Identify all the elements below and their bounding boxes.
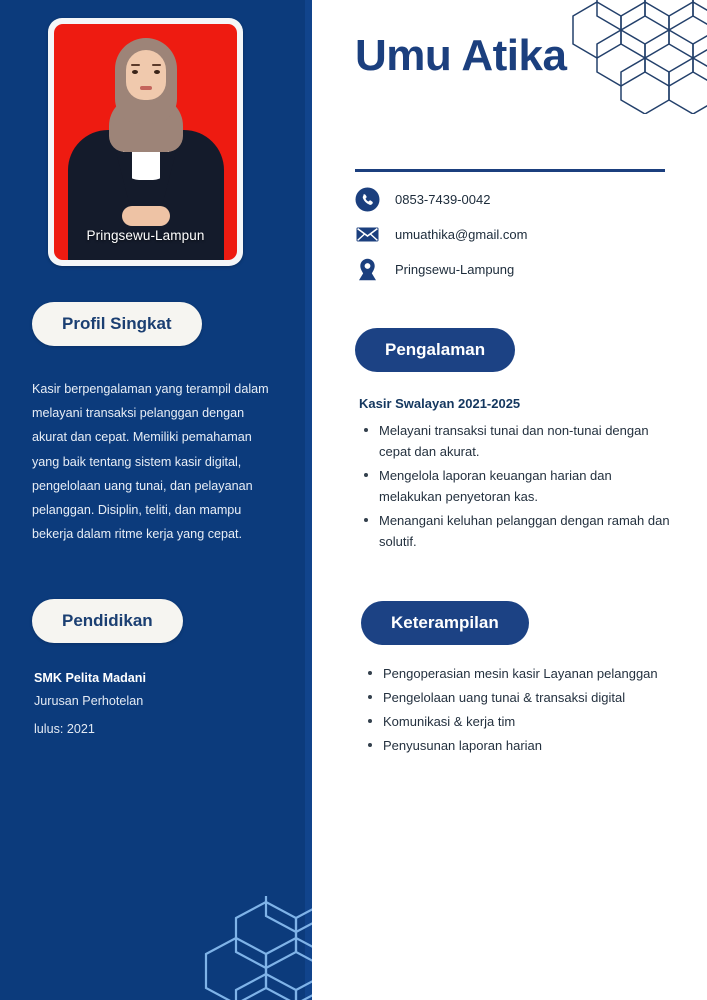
portrait-lips — [140, 86, 152, 90]
header-divider — [355, 169, 665, 172]
photo-caption: Pringsewu-Lampun — [86, 228, 205, 243]
hexagon-pattern-bottom-icon — [196, 896, 312, 1000]
contact-row-email[interactable] — [355, 221, 675, 247]
profile-heading-label: Profil Singkat — [32, 302, 202, 346]
portrait-lapel-left — [116, 152, 132, 214]
portrait-eye-right — [154, 70, 160, 74]
portrait-face — [126, 50, 166, 100]
main-column — [312, 0, 707, 1000]
page-title: Umu Atika — [355, 31, 567, 80]
portrait-brow-right — [152, 64, 161, 66]
experience-heading-label: Pengalaman — [355, 328, 515, 372]
profile-heading-pill — [32, 302, 202, 346]
contact-email-value: umuathika@gmail.com — [395, 226, 528, 242]
contact-location-value: Pringsewu-Lampung — [395, 261, 515, 277]
list-item: Pengoperasian mesin kasir Layanan pelanggan — [361, 663, 681, 684]
education-school: SMK Pelita Madani — [34, 671, 146, 685]
portrait-brow-left — [131, 64, 140, 66]
experience-entry — [357, 380, 677, 555]
skills-bullet-list — [361, 663, 681, 756]
phone-icon — [355, 187, 380, 212]
portrait-lapel-right — [160, 152, 176, 214]
education-heading-label: Pendidikan — [32, 599, 183, 643]
experience-bullet-list — [357, 420, 677, 552]
contact-phone-value: 0853-7439-0042 — [395, 191, 491, 207]
experience-heading-pill — [355, 328, 515, 372]
list-item: Menangani keluhan pelanggan dengan ramah dan solutif. — [357, 510, 677, 552]
contact-row-location[interactable] — [355, 256, 675, 282]
skills-entry — [361, 663, 681, 759]
list-item: Komunikasi & kerja tim — [361, 711, 681, 732]
education-graduation-year: lulus: 2021 — [34, 722, 95, 737]
portrait-eye-left — [132, 70, 138, 74]
sidebar — [0, 0, 312, 1000]
contact-list — [355, 186, 675, 291]
hexagon-pattern-top-icon — [563, 0, 707, 114]
portrait-hands — [122, 206, 170, 226]
experience-job-title: Kasir Swalayan 2021-2025 — [359, 396, 521, 411]
education-heading-pill — [32, 599, 183, 643]
education-entry — [34, 667, 274, 741]
profile-photo-frame — [48, 18, 243, 266]
profile-photo — [54, 24, 237, 260]
profile-summary-text: Kasir berpengalaman yang terampil dalam melayani transaksi pelanggan dengan akurat dan cepat. Memiliki pemahaman yang baik tentang sistem kasir digital, pengelolaan uang tunai, dan pelayanan pelanggan. Disiplin, teliti, dan mampu bekerja dalam ritme kerja yang cepat. — [32, 382, 269, 542]
list-item: Melayani transaksi tunai dan non-tunai dengan cepat dan akurat. — [357, 420, 677, 462]
contact-row-phone[interactable] — [355, 186, 675, 212]
education-major: Jurusan Perhotelan — [34, 693, 144, 708]
location-icon — [355, 257, 380, 282]
skills-heading-pill — [361, 601, 529, 645]
list-item: Penyusunan laporan harian — [361, 735, 681, 756]
list-item: Mengelola laporan keuangan harian dan melakukan penyetoran kas. — [357, 465, 677, 507]
email-icon — [355, 222, 380, 247]
sidebar-edge-accent — [305, 0, 312, 1000]
skills-heading-label: Keterampilan — [361, 601, 529, 645]
list-item: Pengelolaan uang tunai & transaksi digital — [361, 687, 681, 708]
